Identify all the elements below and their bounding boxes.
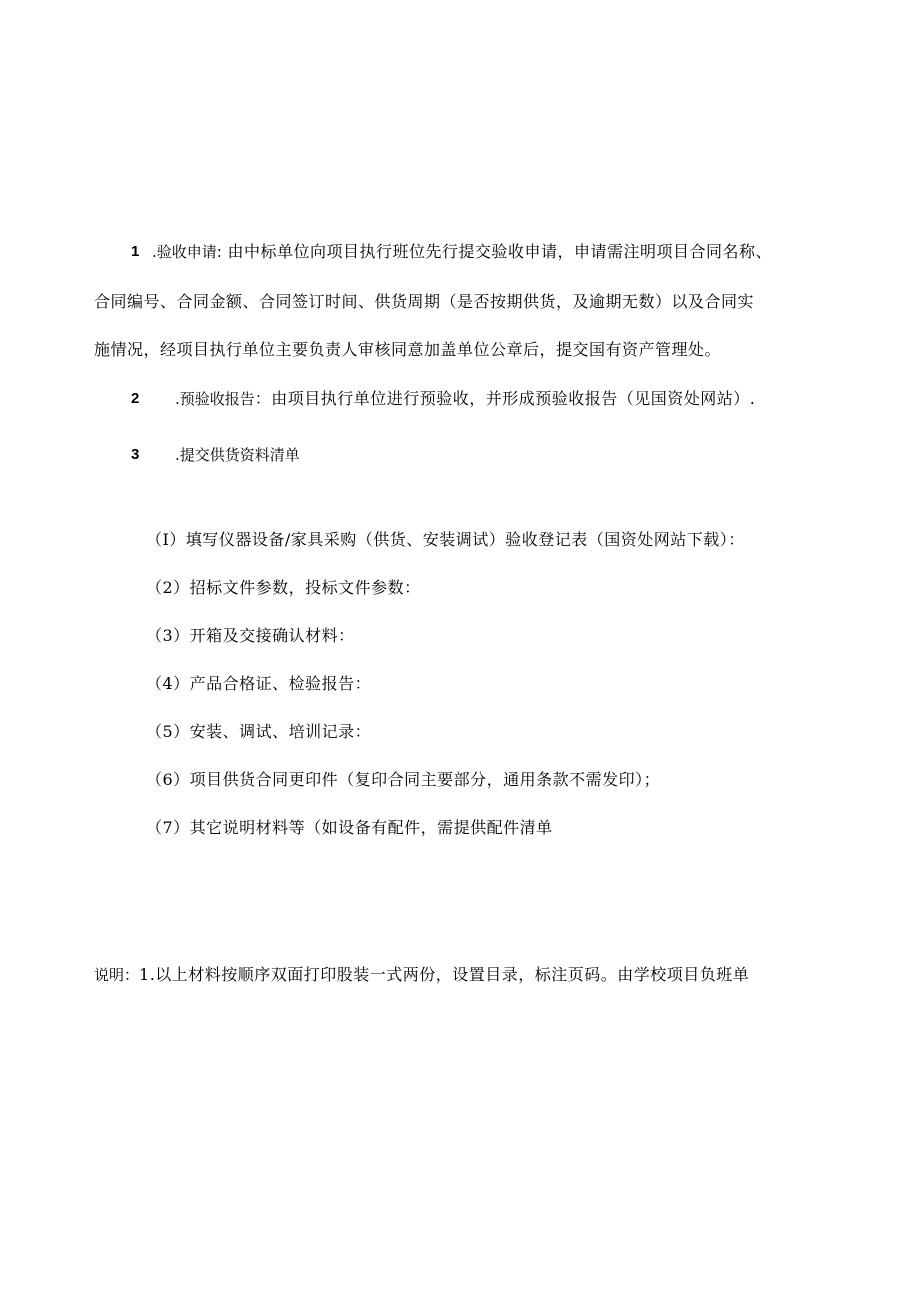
section-heading-line	[152, 242, 772, 262]
section-heading: .验收申请	[152, 243, 217, 261]
checklist-item: （5）安装、调试、培训记录：	[146, 722, 372, 741]
paragraph-line: 由中标单位向项目执行班位先行提交验收申请，申请需注明项目合同名称、	[227, 242, 772, 261]
checklist-item: （7）其它说明材料等（如设备有配件，需提供配件清单	[146, 818, 553, 837]
paragraph-line: 由项目执行单位进行预验收，并形成预验收报告（见国资处网站）.	[271, 389, 756, 408]
checklist-item: （6）项目供货合同更印件（复印合同主要部分，通用条款不需发印）；	[146, 770, 661, 789]
checklist-item: （I）填写仪器设备/家具采购（供货、安装调试）验收登记表（国资处网站下载）：	[146, 530, 745, 549]
note-label: 说明：	[94, 966, 140, 984]
section-number: 1	[131, 243, 140, 260]
section-heading: .提交供货资料清单	[175, 446, 300, 464]
checklist-item: （4）产品合格证、检验报告：	[146, 674, 372, 693]
paragraph-line: 施情况，经项目执行单位主要负责人审核同意加盖单位公章后，提交国有资产管理处。	[94, 340, 722, 359]
note-text: 1.以上材料按顺序双面打印股装一式两份，设置目录，标注页码。由学校项目负班单	[139, 965, 750, 984]
note	[94, 965, 749, 985]
section-heading-line	[175, 389, 755, 409]
section-separator: ：	[254, 389, 272, 408]
section-heading-line	[175, 445, 300, 465]
section-heading: .预验收报告	[175, 390, 255, 408]
section-separator: :	[216, 243, 222, 261]
checklist-item: （3）开箱及交接确认材料：	[146, 626, 355, 645]
checklist-item: （2）招标文件参数，投标文件参数：	[146, 578, 421, 597]
section-number: 3	[131, 446, 140, 463]
paragraph-line: 合同编号、合同金额、合同签订时间、供货周期（是否按期供货，及逾期无数）以及合同实	[94, 292, 755, 311]
section-number: 2	[131, 390, 140, 407]
